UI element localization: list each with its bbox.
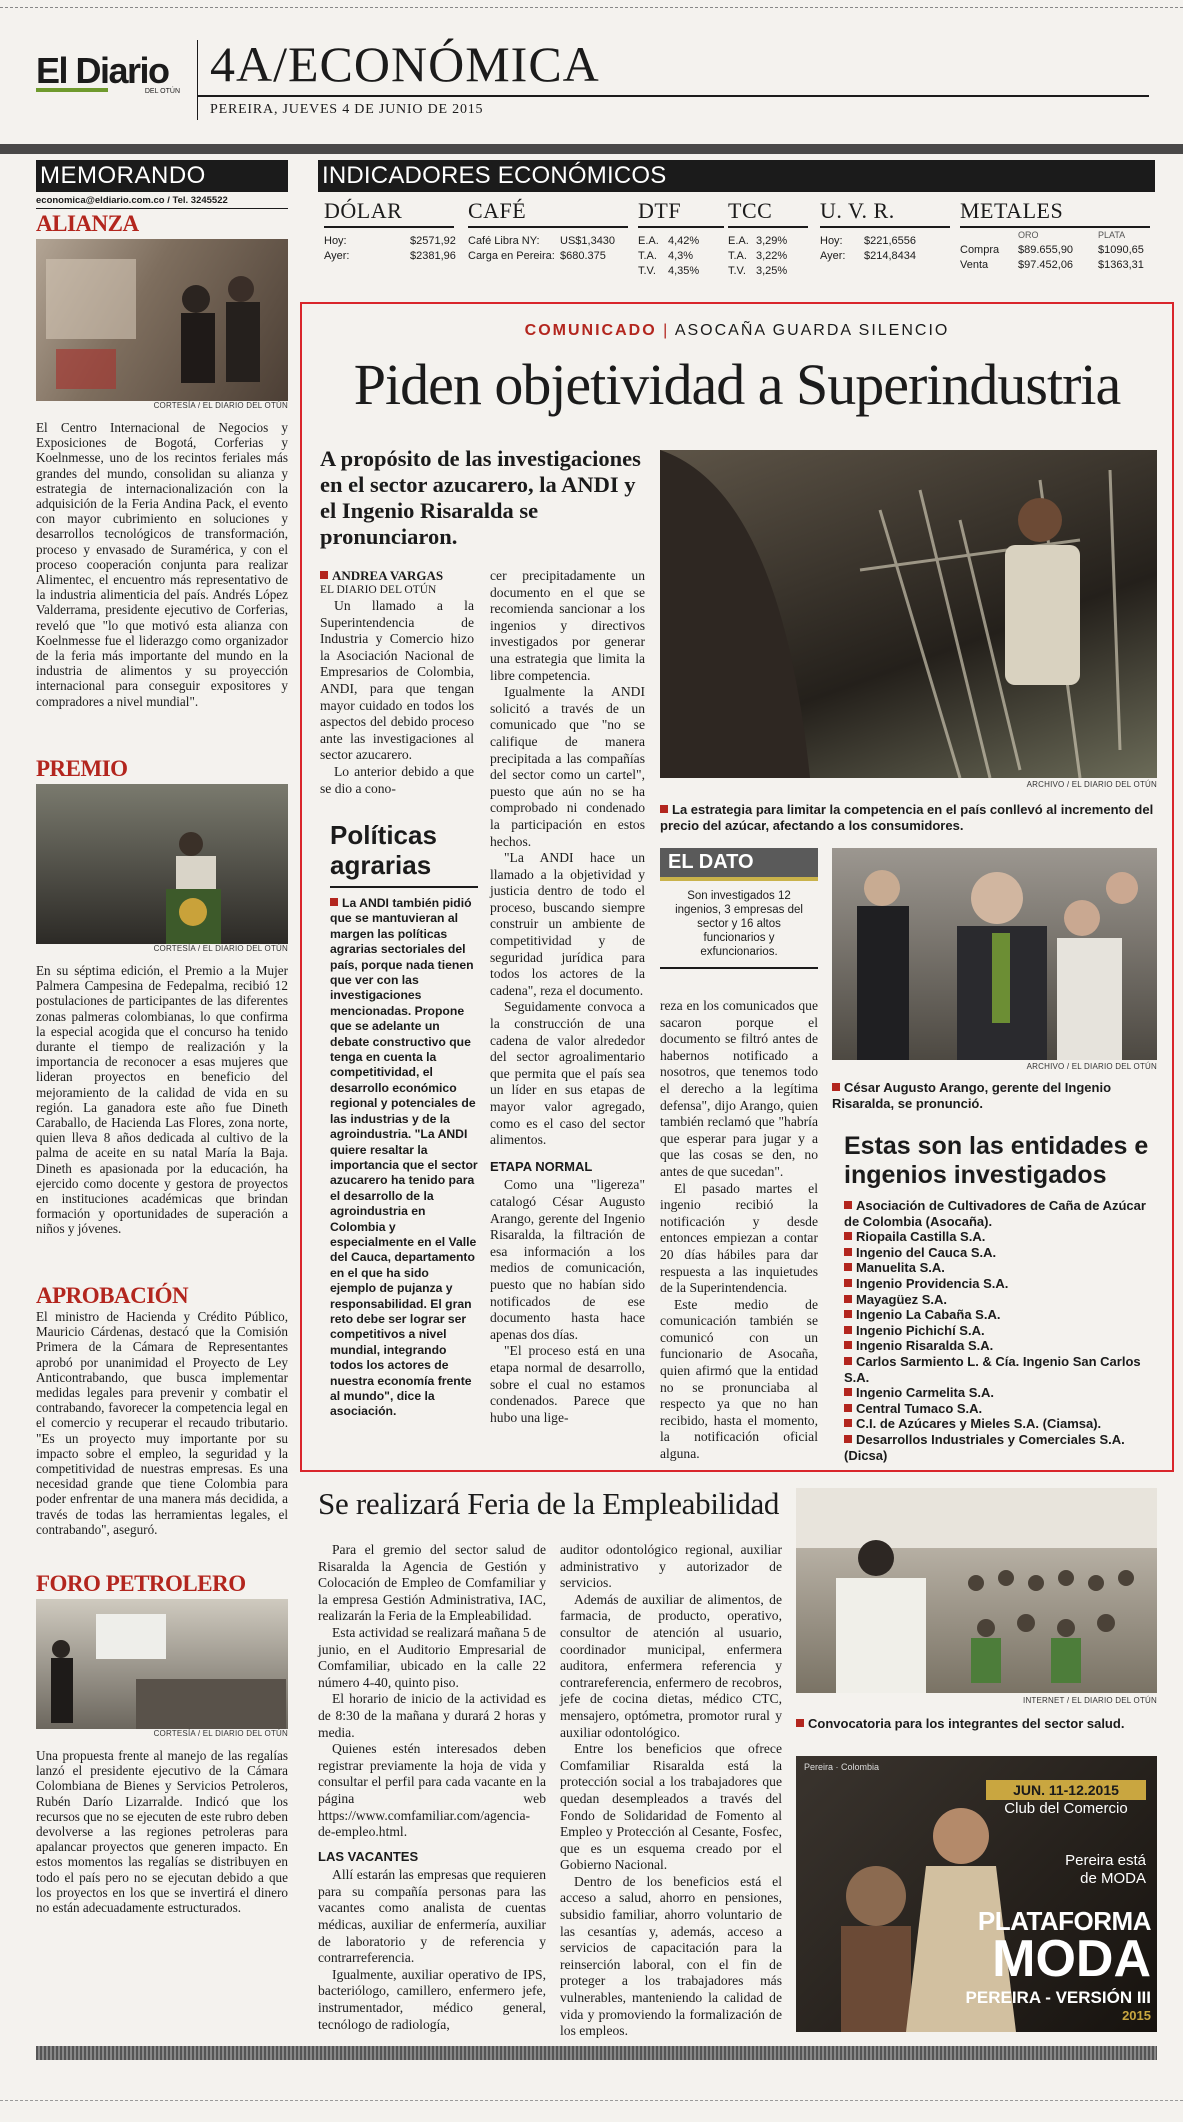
footer-edge xyxy=(0,2100,1183,2110)
ind-metales-label: METALES xyxy=(960,198,1150,228)
feria-p9: Entre los beneficios que ofrece Comfamiliar Risaralda está la protección social a los trabajadores que quedan desempleados a través del Fondo de Solidaridad de Fomento al Empleo y Protección al Cesante, Fosfec, que es un esquema creado por el Gobierno Nacional. xyxy=(560,1741,782,1873)
masthead-rule xyxy=(197,95,1149,97)
entity-name: Ingenio del Cauca S.A. xyxy=(856,1244,997,1260)
ind-value: 4,35% xyxy=(668,265,700,277)
alianza-photo xyxy=(36,239,288,401)
entity-marker xyxy=(844,1388,852,1396)
ind-value: $2571,92 xyxy=(410,235,456,247)
indicadores-title: INDICADORES ECONÓMICOS xyxy=(318,160,1155,192)
entity-marker xyxy=(844,1404,852,1412)
photo1-credit: ARCHIVO / EL DIARIO DEL OTÚN xyxy=(1026,780,1157,789)
ind-value: 3,22% xyxy=(756,250,788,262)
feria-p4: Quienes estén interesados deben registrar previamente la hoja de vida y consultar el perfil para cada vacante en la página web https://www.comfamiliar.com/agencia-de-empleo.html. xyxy=(318,1741,546,1840)
politicas-body: La ANDI también pidió que se mantuvieran al margen las políticas agrarias sectoriales del país, porque nada tienen que ver con las investigaciones mencionadas. Propone que se adelante un debate constructivo que tenga en cuenta la competitividad, el desarrollo económico regional y potenciales de las industrias y de la agroindustria. "La ANDI quiere resaltar la importancia que el sector azucarero ha tenido para el desarrollo de la agroindustria en Colombia y especialmente en el Valle del Cauca, departamento en el que ha sido ejemplo de pujanza y responsabilidad. El gran reto debe ser lograr ser competitivos a nivel mundial, integrando todos los actores de nuestra economía frente al mundo", dice la asociación. xyxy=(330,896,478,1419)
ad-version: PEREIRA - VERSIÓN III xyxy=(965,1988,1151,2007)
feria-col1 xyxy=(318,1542,546,2033)
entity-item xyxy=(844,1401,1156,1417)
foro-photo-art xyxy=(36,1599,288,1729)
aprobacion-text: El ministro de Hacienda y Crédito Público, Mauricio Cárdenas, destacó que la Comisión Primera de la Cámara de Representantes aprobó por unanimidad el Proyecto de Ley Anticontrabando, que busca implementar medidas legales para prevenir y combatir el contrabando, favorecer la competencia legal en el comercio y recuperar el recaudo tributario. "Es un proyecto muy importante por su impacto sobre el empleo, la seguridad y la competitividad de nuestras empresas. Es una necesidad grande que tiene Colombia para poder enfrentar de una manera más decidida, a través de todas las herramientas legales, el contrabando", aseguró. xyxy=(36,1309,288,1537)
entity-item xyxy=(844,1276,1156,1292)
main-col1 xyxy=(320,568,474,797)
arango-photo-art xyxy=(832,848,1157,1060)
ad-tagline1: Pereira está xyxy=(1065,1852,1146,1869)
ind-cafe xyxy=(468,198,628,264)
entity-item xyxy=(844,1198,1156,1229)
section-name: ECONÓMICA xyxy=(288,36,600,92)
politicas-marker xyxy=(330,898,338,906)
ind-value: $97.452,06 xyxy=(1018,259,1074,271)
feria-p5: Allí estarán las empresas que requieren para su compañía personas para las vacantes como analista de cuentas médicas, auxiliar de enfermería, auxiliar de laboratorio y de referencia y contrarreferencia. xyxy=(318,1867,546,1966)
politicas-text xyxy=(330,896,478,1420)
feria-p8: Además de auxiliar de alimentos, de farmacia, de producto, operativo, consultor de atención al usuario, coordinador municipal, enfermera auditora, enfermera referencia y contrareferencia, enfermero de recobros, jefe de cocina dietas, médico CTC, mensajero, optómetra, promotor rural y auxiliar odontológico. xyxy=(560,1591,782,1740)
ad-brand1: PLATAFORMA xyxy=(977,1906,1151,1936)
memorando-column xyxy=(36,160,288,2035)
feria-p7: auditor odontológico regional, auxiliar administrativo y autorizador de servicios. xyxy=(560,1542,782,1591)
photo1-caption xyxy=(660,802,1157,834)
col2-p1: cer precipitadamente un documento en el que se recomienda sancionar a los ingenios y directivos investigados por generar una estrategia que limita la libre competencia. xyxy=(490,568,645,683)
entity-name: Ingenio Pichichí S.A. xyxy=(856,1322,985,1338)
entity-name: Ingenio Risaralda S.A. xyxy=(856,1338,994,1354)
entity-marker xyxy=(844,1232,852,1240)
ind-dtf-label: DTF xyxy=(638,198,724,228)
col3-p1: reza en los comunicados que sacaron porque el documento se filtró antes de habernos notificado a nosotros, que tenemos todo el derecho a la legítima defensa", dijo Arango, quien también reclamó que "habría que esperar para jugar y a que las cosas se den, no antes de que sucedan". xyxy=(660,998,818,1179)
feria-caption-text: Convocatoria para los integrantes del sector salud. xyxy=(808,1716,1125,1731)
col2-p4: Seguidamente convoca a la construcción de una cadena de valor alrededor del sector agroalimentario que permita que el país sea un líder en sus etapas de mayor valor agregado, como es el caso del sector alimentos. xyxy=(490,999,645,1148)
entity-marker xyxy=(844,1326,852,1334)
masthead-logo xyxy=(36,52,186,95)
feria-p2: Esta actividad se realizará mañana 5 de junio, en el Auditorio Empresarial de Comfamiliar, ubicado en la calle 22 número 4-40, quinto piso. xyxy=(318,1624,546,1690)
feria-photo-credit: INTERNET / EL DIARIO DEL OTÚN xyxy=(1023,1696,1157,1705)
politicas-title: Políticas agrarias xyxy=(330,820,478,888)
entity-marker xyxy=(844,1263,852,1271)
entity-name: Carlos Sarmiento L. & Cía. Ingenio San Carlos S.A. xyxy=(844,1353,1141,1385)
entity-marker xyxy=(844,1279,852,1287)
byline-name: ANDREA VARGAS xyxy=(332,568,444,583)
sugarcane-photo xyxy=(660,450,1157,778)
alianza-text: El Centro Internacional de Negocios y Exposiciones de Bogotá, Corferias y Koelnmesse, uno de los recintos feriales más grandes del mundo, consolidan su alianza y estrategia de internacionalización con la adquisición de la Feria Andina Pack, el evento con mayor cubrimiento en soluciones y desarrollos tecnológicos de transformación, proceso y envasado de Suramérica, y con el proceso cooperación conjunta para realizar Alimentec, el encuentro más representativo de la industria alimenticia del país. Andrés López Valderrama, presidente ejecutivo de Corferias, reveló que "lo que motivó esta alianza con Koelnmesse fue el liderazgo como organizador de la feria más importante del mundo en la industria de alimentos y su proyección internacional para conseguir expositores y compradores a nivel mundial". xyxy=(36,420,288,709)
entity-marker xyxy=(844,1357,852,1365)
col1-text xyxy=(320,598,474,797)
entity-name: Asociación de Cultivadores de Caña de Azúcar de Colombia (Asocaña). xyxy=(844,1198,1146,1229)
entity-name: Manuelita S.A. xyxy=(856,1260,945,1276)
premio-text: En su séptima edición, el Premio a la Mujer Palmera Campesina de Fedepalma, recibió 12 postulaciones de participantes de las diferentes zonas palmeras colombianas, lo que confirma la especial acogida que el concurso ha tenido durante el tiempo de realización y la importancia de reconocer a esas mujeres que lideran proyectos en beneficio del mejoramiento de la calidad de vida en su región. La ganadora este año fue Dineth Caraballo, de Hacienda Las Flores, zona norte, quien lleva 8 años dedicada al cultivo de la palma de aceite en su natal María la Baja. Dineth es apasionada por la educación, ha ejercido como docente y gestora de proyectos en instituciones académicas que brindan formación y oportunidades de superación a niños y jóvenes. xyxy=(36,963,288,1237)
logo-text: El Diario xyxy=(36,50,169,91)
photo2-credit: ARCHIVO / EL DIARIO DEL OTÚN xyxy=(1026,1062,1157,1071)
ind-metales xyxy=(960,198,1150,273)
kicker-label: COMUNICADO xyxy=(524,322,657,339)
entity-item xyxy=(844,1260,1156,1276)
ind-value: $214,8434 xyxy=(864,250,916,262)
memorando-rule xyxy=(36,208,288,209)
col3-p2: El pasado martes el ingenio recibió la notificación y desde entonces empiezan a contar 20 días hábiles para dar respuesta a las inquietudes de la Superintendencia. xyxy=(660,1180,818,1296)
feria-photo xyxy=(796,1488,1157,1693)
entity-marker xyxy=(844,1341,852,1349)
ind-label: Hoy: xyxy=(324,235,347,247)
entities-list xyxy=(844,1198,1156,1463)
plataforma-moda-ad xyxy=(796,1756,1157,2032)
el-dato-box xyxy=(660,848,818,969)
foro-caption: CORTESÍA / EL DIARIO DEL OTÚN xyxy=(153,1729,288,1738)
top-rule xyxy=(0,0,1183,8)
ind-label: T.A. xyxy=(728,250,747,262)
entity-name: Desarrollos Industriales y Comerciales S.A. (Dicsa) xyxy=(844,1431,1125,1463)
ind-value: $680.375 xyxy=(560,250,606,262)
ind-label: Ayer: xyxy=(820,250,846,262)
entities-box xyxy=(844,1132,1156,1463)
entity-item xyxy=(844,1292,1156,1308)
premio-heading: PREMIO xyxy=(36,756,128,781)
foro-heading: FORO PETROLERO xyxy=(36,1571,246,1596)
col1-p2: Lo anterior debido a que se dio a cono- xyxy=(320,763,474,796)
ind-value: $1090,65 xyxy=(1098,244,1144,256)
feria-p6: Igualmente, auxiliar operativo de IPS, bacteriólogo, camillero, enfermero jefe, instrumentador, médico general, tecnólogo de radiología, xyxy=(318,1966,546,2032)
alianza-photo-art xyxy=(36,239,288,401)
premio-caption: CORTESÍA / EL DIARIO DEL OTÚN xyxy=(153,944,288,953)
caption-marker xyxy=(660,805,668,813)
photo1-caption-text: La estrategia para limitar la competencia en el país conllevó al incremento del precio del azúcar, afectando a los consumidores. xyxy=(660,802,1154,833)
photo2-caption xyxy=(832,1080,1157,1112)
kicker-sub: ASOCAÑA GUARDA SILENCIO xyxy=(674,322,950,339)
ind-label: Carga en Pereira: xyxy=(468,250,555,262)
entity-marker xyxy=(844,1201,852,1209)
caption-marker xyxy=(832,1083,840,1091)
main-col3 xyxy=(660,998,818,1463)
entity-item xyxy=(844,1338,1156,1354)
feria-photo-art xyxy=(796,1488,1157,1693)
ind-plata-label: PLATA xyxy=(1098,230,1126,240)
el-dato-text: Son investigados 12 ingenios, 3 empresas del sector y 16 altos funcionarios y exfuncionarios. xyxy=(660,881,818,969)
ind-label: E.A. xyxy=(638,235,659,247)
ind-dolar xyxy=(324,198,454,264)
entities-title: Estas son las entidades e ingenios investigados xyxy=(844,1132,1149,1189)
ind-label: Venta xyxy=(960,259,989,271)
ind-uvr xyxy=(820,198,950,264)
main-col2 xyxy=(490,568,645,1426)
entity-name: Ingenio Providencia S.A. xyxy=(856,1275,1009,1291)
col2-p3: "La ANDI hace un llamado a la objetividad y justicia dentro de todo el proceso, buscando siempre construir un ambiente de competitividad y de seguridad jurídica para todos los actores de la cadena", reza el documento. xyxy=(490,850,645,998)
col3-p3: Este medio de comunicación también se comunicó con un funcionario de Asocaña, quien afirmó que la entidad no se pronunciaba al respecto ya que no han recibido, hasta el momento, la notificación oficial alguna. xyxy=(660,1296,818,1462)
entity-marker xyxy=(844,1310,852,1318)
feria-p1: Para el gremio del sector salud de Risaralda la Agencia de Gestión y Colocación de Empleo de Comfamiliar y la empresa Gestión Administrativa, IAC, realizarán la Feria de la Empleabilidad. xyxy=(318,1542,546,1624)
ind-value: $1363,31 xyxy=(1098,259,1144,271)
indicadores-panel xyxy=(318,160,1155,290)
ind-value: $89.655,90 xyxy=(1018,244,1074,256)
ind-label: Compra xyxy=(960,244,1000,256)
footer-rule xyxy=(36,2046,1157,2060)
caption-marker xyxy=(796,1719,804,1727)
feria-headline: Se realizará Feria de la Empleabilidad xyxy=(318,1486,780,1521)
byline xyxy=(320,568,474,584)
ind-label: T.V. xyxy=(638,265,656,277)
ind-label: T.V. xyxy=(728,265,746,277)
ind-value: US$1,3430 xyxy=(560,235,616,247)
foro-photo xyxy=(36,1599,288,1729)
entity-item xyxy=(844,1229,1156,1245)
ind-label: Café Libra NY: xyxy=(468,235,540,247)
ad-year: 2015 xyxy=(1122,2008,1151,2023)
ind-value: $221,6556 xyxy=(864,235,916,247)
ad-venue: Club del Comercio xyxy=(1004,1800,1128,1817)
memorando-title: MEMORANDO xyxy=(36,160,288,192)
entity-marker xyxy=(844,1435,852,1443)
entity-item xyxy=(844,1432,1156,1463)
main-headline: Piden objetividad a Superindustria xyxy=(353,352,1121,417)
ind-value: $2381,96 xyxy=(410,250,456,262)
ind-dtf xyxy=(638,198,724,279)
ad-top: Pereira · Colombia xyxy=(804,1762,880,1772)
entity-item xyxy=(844,1385,1156,1401)
ind-cafe-label: CAFÉ xyxy=(468,198,628,228)
col2-p2: Igualmente la ANDI solicitó a través de un comunicado que "no se califique de manera precipitada a las compañías del sector como un cartel", puesto que aún no se ha comprobado ni condenado la participación en estos hechos. xyxy=(490,684,645,849)
byline-org: EL DIARIO DEL OTÚN xyxy=(320,584,437,596)
ind-value: 3,25% xyxy=(756,265,788,277)
politicas-sidebar xyxy=(330,820,478,1420)
entity-item xyxy=(844,1307,1156,1323)
memorando-contact: economica@eldiario.com.co / Tel. 3245522 xyxy=(36,195,228,206)
ad-tagline2: de MODA xyxy=(1080,1870,1146,1887)
entity-item xyxy=(844,1323,1156,1339)
col1-p1: Un llamado a la Superintendencia de Industria y Comercio hizo la Asociación Nacional de Empresarios de Colombia, ANDI, para que tengan mayor cuidado en todos los aspectos del debido proceso ante las investigaciones al sector azucarero. xyxy=(320,598,474,763)
section-title xyxy=(210,38,600,90)
photo2-caption-text: César Augusto Arango, gerente del Ingenio Risaralda, se pronunció. xyxy=(832,1080,1112,1111)
entity-name: Ingenio Carmelita S.A. xyxy=(856,1385,994,1401)
entity-name: Central Tumaco S.A. xyxy=(856,1400,983,1416)
el-dato-title: EL DATO xyxy=(660,848,818,881)
arango-photo xyxy=(832,848,1157,1060)
masthead-divider xyxy=(197,40,198,120)
section-page: 4A/ xyxy=(210,36,288,92)
entity-item xyxy=(844,1354,1156,1385)
premio-photo xyxy=(36,784,288,944)
ind-label: T.A. xyxy=(638,250,657,262)
byline-marker xyxy=(320,571,328,579)
kicker xyxy=(300,322,1174,340)
ad-date: JUN. 11-12.2015 xyxy=(986,1780,1146,1800)
feria-photo-caption xyxy=(796,1716,1157,1731)
entity-item xyxy=(844,1416,1156,1432)
feria-p10: Dentro de los beneficios está el acceso a salud, ahorro en pensiones, subsidio familiar, ahorro voluntario de las cesantías y, además, acceso a servicios de capacitación para la reinserción laboral, con el fin de proteger a los trabajadores más vulnerables, manteniendo la calidad de vida y promoviendo la formalización de los empleos. xyxy=(560,1873,782,2039)
ind-value: 4,3% xyxy=(668,250,694,262)
entity-name: Ingenio La Cabaña S.A. xyxy=(856,1307,1001,1323)
etapa-p1: Como una "ligereza" catalogó César Augusto Arango, gerente del Ingenio Risaralda, la filtración de esa información a los medios de comunicación, puesto que no habían sido notificados de ese documento hasta hace apenas dos días. xyxy=(490,1177,645,1342)
ind-uvr-label: U. V. R. xyxy=(820,198,950,228)
ind-label: Hoy: xyxy=(820,235,843,247)
etapa-p2: "El proceso está en una etapa normal de desarrollo, sobre el cual no estamos condenados. Parece que hubo una lige- xyxy=(490,1343,645,1425)
aprobacion-heading: APROBACIÓN xyxy=(36,1283,189,1308)
ind-value: 3,29% xyxy=(756,235,788,247)
masthead-thick-rule xyxy=(0,144,1183,154)
ind-dolar-label: DÓLAR xyxy=(324,198,454,228)
feria-col2 xyxy=(560,1542,782,2040)
entity-marker xyxy=(844,1248,852,1256)
entity-name: Mayagüez S.A. xyxy=(856,1291,948,1307)
entity-marker xyxy=(844,1419,852,1427)
kicker-sep: | xyxy=(663,322,675,339)
entity-item xyxy=(844,1245,1156,1261)
ind-oro-label: ORO xyxy=(1018,230,1039,240)
etapa-heading: ETAPA NORMAL xyxy=(490,1158,593,1174)
alianza-heading: ALIANZA xyxy=(36,211,139,236)
entity-name: Riopaila Castilla S.A. xyxy=(856,1229,986,1245)
sugarcane-photo-art xyxy=(660,450,1157,778)
vacantes-heading: LAS VACANTES xyxy=(318,1848,419,1864)
premio-photo-art xyxy=(36,784,288,944)
ind-tcc xyxy=(728,198,808,279)
ind-value: 4,42% xyxy=(668,235,700,247)
ind-label: E.A. xyxy=(728,235,749,247)
logo-sub: DEL OTÚN xyxy=(144,88,180,95)
ind-label: Ayer: xyxy=(324,250,350,262)
dateline: PEREIRA, JUEVES 4 DE JUNIO DE 2015 xyxy=(210,102,484,117)
foro-text: Una propuesta frente al manejo de las regalías lanzó el presidente ejecutivo de la Cámara Colombiana de Bienes y Servicios Petroleros, Rubén Darío Lizarralde. Indicó que los recursos que no se ejecuten de este rubro deben devolverse a las regiones petroleras para apalancar proyectos que generen impacto. En estos momentos las regalías se distribuyen en todo el país pero no se ejecutan debido a que los proyectos en los que se invertirá el dinero no están adecuadamente estructurados. xyxy=(36,1748,288,1916)
feria-p3: El horario de inicio de la actividad es de 8:30 de la mañana y durará 2 horas y media. xyxy=(318,1691,546,1740)
main-deck: A propósito de las investigaciones en el sector azucarero, la ANDI y el Ingenio Risaralda se pronunciaron. xyxy=(320,446,641,549)
entity-name: C.I. de Azúcares y Mieles S.A. (Ciamsa). xyxy=(856,1416,1102,1432)
alianza-caption: CORTESÍA / EL DIARIO DEL OTÚN xyxy=(153,401,288,410)
entity-marker xyxy=(844,1295,852,1303)
ind-tcc-label: TCC xyxy=(728,198,808,228)
ad-brand2: MODA xyxy=(992,1930,1151,1988)
